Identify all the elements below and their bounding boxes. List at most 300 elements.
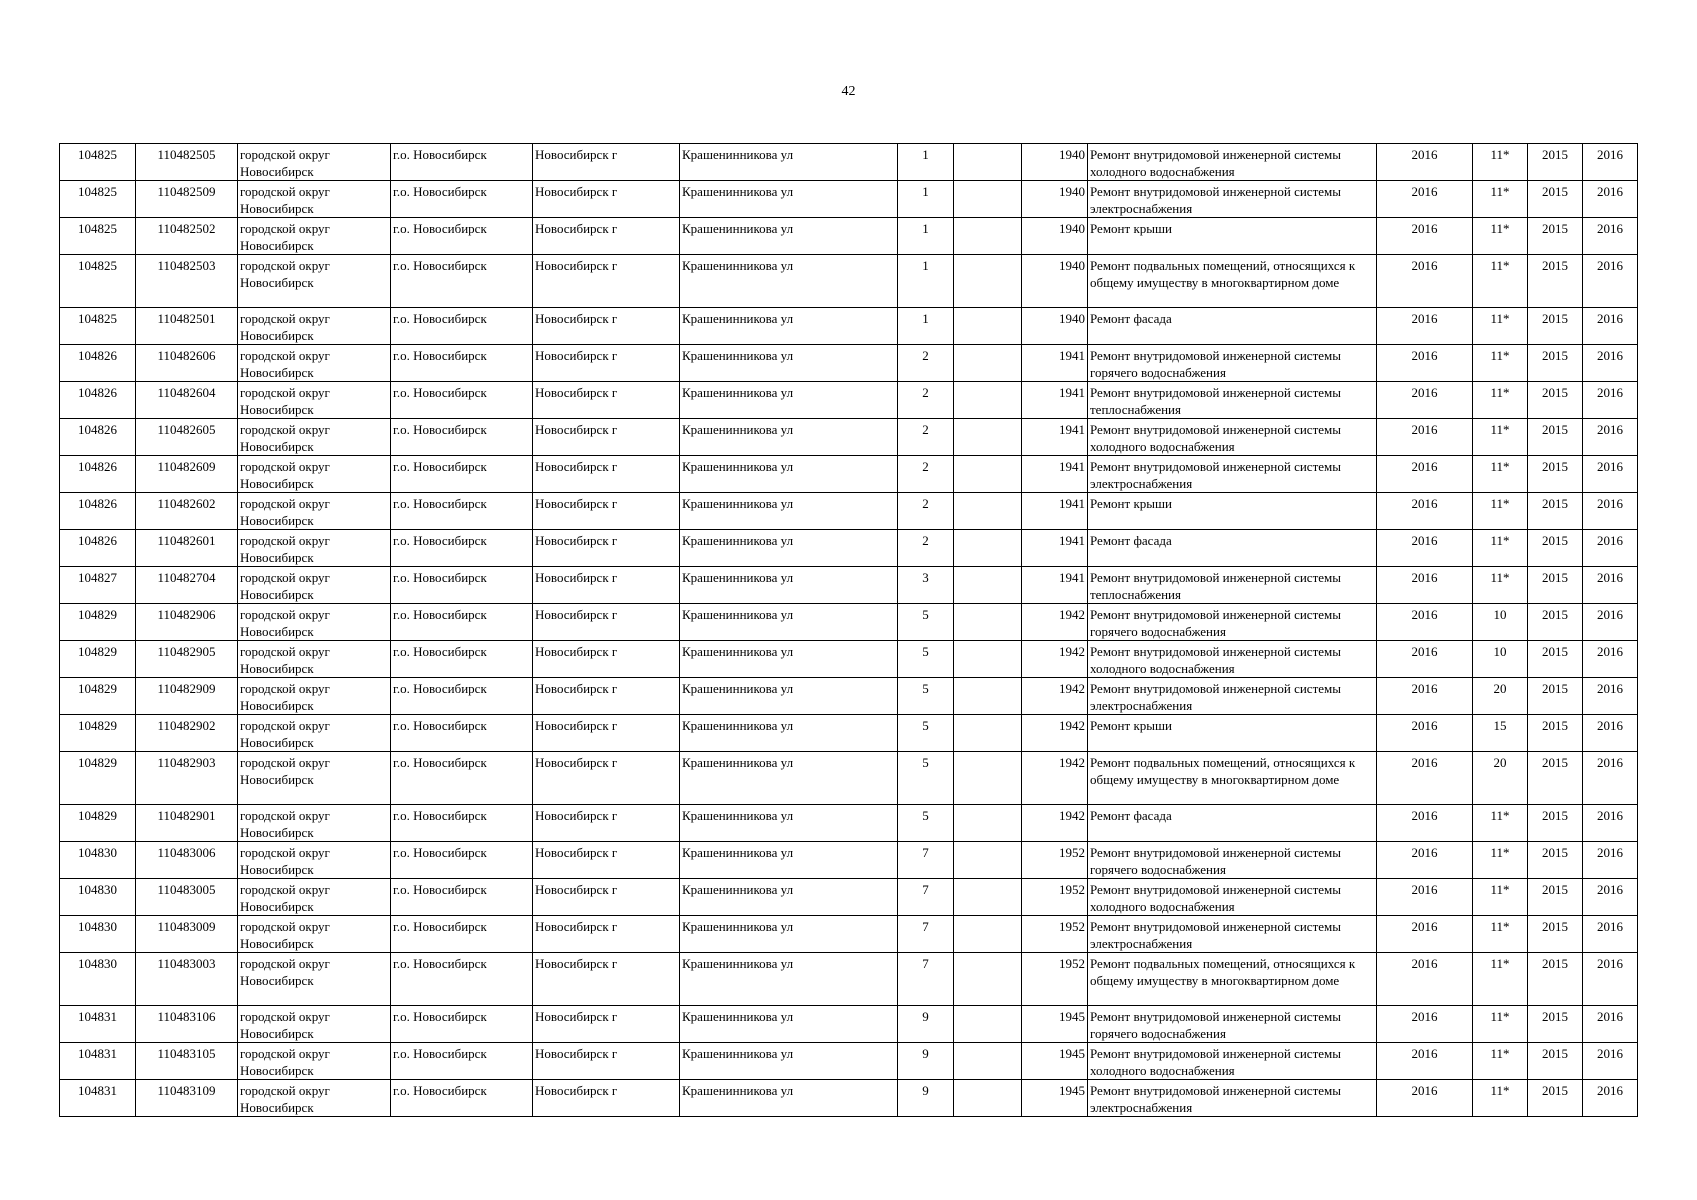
building-cell bbox=[954, 805, 1022, 842]
address-id-cell: 104831 bbox=[60, 1080, 136, 1117]
work-type-cell: Ремонт подвальных помещений, относящихся к общему имуществу в многоквартирном доме bbox=[1088, 255, 1377, 308]
work-id-cell: 110483105 bbox=[136, 1043, 238, 1080]
work-id-cell: 110482601 bbox=[136, 530, 238, 567]
work-type-cell: Ремонт внутридомовой инженерной системы горячего водоснабжения bbox=[1088, 604, 1377, 641]
wear-percent-cell: 11* bbox=[1473, 567, 1528, 604]
survey-year-cell: 2015 bbox=[1528, 953, 1583, 1006]
house-number-cell: 5 bbox=[898, 752, 954, 805]
table-row bbox=[60, 641, 1638, 678]
survey-year-cell: 2015 bbox=[1528, 255, 1583, 308]
house-number-cell: 2 bbox=[898, 493, 954, 530]
house-number-cell: 1 bbox=[898, 181, 954, 218]
work-id-cell: 110482905 bbox=[136, 641, 238, 678]
house-number-cell: 5 bbox=[898, 805, 954, 842]
wear-percent-cell: 11* bbox=[1473, 1043, 1528, 1080]
survey-year-cell: 2015 bbox=[1528, 493, 1583, 530]
table-row bbox=[60, 456, 1638, 493]
plan-year-cell: 2016 bbox=[1377, 953, 1473, 1006]
survey-year-cell: 2015 bbox=[1528, 530, 1583, 567]
plan-year-cell: 2016 bbox=[1377, 382, 1473, 419]
plan-year-cell: 2016 bbox=[1377, 1006, 1473, 1043]
building-cell bbox=[954, 916, 1022, 953]
work-type-cell: Ремонт внутридомовой инженерной системы электроснабжения bbox=[1088, 1080, 1377, 1117]
street-cell: Крашенинникова ул bbox=[680, 1043, 898, 1080]
municipal-district-cell: городской округ Новосибирск bbox=[238, 1043, 391, 1080]
completion-year-cell: 2016 bbox=[1583, 144, 1638, 181]
address-id-cell: 104826 bbox=[60, 419, 136, 456]
work-id-cell: 110482502 bbox=[136, 218, 238, 255]
locality-cell: Новосибирск г bbox=[533, 345, 680, 382]
table-row bbox=[60, 842, 1638, 879]
table-row bbox=[60, 1080, 1638, 1117]
survey-year-cell: 2015 bbox=[1528, 181, 1583, 218]
construction-year-cell: 1940 bbox=[1022, 308, 1088, 345]
survey-year-cell: 2015 bbox=[1528, 604, 1583, 641]
settlement-cell: г.о. Новосибирск bbox=[391, 953, 533, 1006]
completion-year-cell: 2016 bbox=[1583, 493, 1638, 530]
house-number-cell: 1 bbox=[898, 144, 954, 181]
municipal-district-cell: городской округ Новосибирск bbox=[238, 530, 391, 567]
street-cell: Крашенинникова ул bbox=[680, 144, 898, 181]
municipal-district-cell: городской округ Новосибирск bbox=[238, 218, 391, 255]
house-number-cell: 2 bbox=[898, 530, 954, 567]
municipal-district-cell: городской округ Новосибирск bbox=[238, 678, 391, 715]
wear-percent-cell: 20 bbox=[1473, 678, 1528, 715]
survey-year-cell: 2015 bbox=[1528, 1043, 1583, 1080]
table-row bbox=[60, 419, 1638, 456]
municipal-district-cell: городской округ Новосибирск bbox=[238, 953, 391, 1006]
locality-cell: Новосибирск г bbox=[533, 715, 680, 752]
municipal-district-cell: городской округ Новосибирск bbox=[238, 345, 391, 382]
work-id-cell: 110482604 bbox=[136, 382, 238, 419]
locality-cell: Новосибирск г bbox=[533, 1006, 680, 1043]
locality-cell: Новосибирск г bbox=[533, 678, 680, 715]
house-number-cell: 5 bbox=[898, 641, 954, 678]
table-row bbox=[60, 678, 1638, 715]
locality-cell: Новосибирск г bbox=[533, 493, 680, 530]
house-number-cell: 5 bbox=[898, 715, 954, 752]
completion-year-cell: 2016 bbox=[1583, 879, 1638, 916]
locality-cell: Новосибирск г bbox=[533, 953, 680, 1006]
work-id-cell: 110483009 bbox=[136, 916, 238, 953]
settlement-cell: г.о. Новосибирск bbox=[391, 842, 533, 879]
municipal-district-cell: городской округ Новосибирск bbox=[238, 308, 391, 345]
work-id-cell: 110482906 bbox=[136, 604, 238, 641]
address-id-cell: 104831 bbox=[60, 1043, 136, 1080]
work-type-cell: Ремонт внутридомовой инженерной системы теплоснабжения bbox=[1088, 567, 1377, 604]
work-id-cell: 110482509 bbox=[136, 181, 238, 218]
work-type-cell: Ремонт фасада bbox=[1088, 805, 1377, 842]
plan-year-cell: 2016 bbox=[1377, 604, 1473, 641]
table-row bbox=[60, 953, 1638, 1006]
work-type-cell: Ремонт внутридомовой инженерной системы холодного водоснабжения bbox=[1088, 419, 1377, 456]
completion-year-cell: 2016 bbox=[1583, 604, 1638, 641]
survey-year-cell: 2015 bbox=[1528, 144, 1583, 181]
building-cell bbox=[954, 604, 1022, 641]
work-type-cell: Ремонт внутридомовой инженерной системы электроснабжения bbox=[1088, 678, 1377, 715]
municipal-district-cell: городской округ Новосибирск bbox=[238, 255, 391, 308]
street-cell: Крашенинникова ул bbox=[680, 456, 898, 493]
work-id-cell: 110482609 bbox=[136, 456, 238, 493]
wear-percent-cell: 11* bbox=[1473, 1006, 1528, 1043]
wear-percent-cell: 11* bbox=[1473, 530, 1528, 567]
table-body bbox=[60, 144, 1638, 1117]
address-id-cell: 104826 bbox=[60, 530, 136, 567]
address-id-cell: 104829 bbox=[60, 752, 136, 805]
wear-percent-cell: 11* bbox=[1473, 345, 1528, 382]
settlement-cell: г.о. Новосибирск bbox=[391, 1006, 533, 1043]
house-number-cell: 7 bbox=[898, 879, 954, 916]
completion-year-cell: 2016 bbox=[1583, 345, 1638, 382]
house-number-cell: 7 bbox=[898, 842, 954, 879]
plan-year-cell: 2016 bbox=[1377, 752, 1473, 805]
settlement-cell: г.о. Новосибирск bbox=[391, 752, 533, 805]
address-id-cell: 104825 bbox=[60, 144, 136, 181]
municipal-district-cell: городской округ Новосибирск bbox=[238, 567, 391, 604]
work-type-cell: Ремонт подвальных помещений, относящихся к общему имуществу в многоквартирном доме bbox=[1088, 752, 1377, 805]
street-cell: Крашенинникова ул bbox=[680, 255, 898, 308]
plan-year-cell: 2016 bbox=[1377, 916, 1473, 953]
address-id-cell: 104826 bbox=[60, 493, 136, 530]
street-cell: Крашенинникова ул bbox=[680, 842, 898, 879]
municipal-district-cell: городской округ Новосибирск bbox=[238, 916, 391, 953]
building-cell bbox=[954, 678, 1022, 715]
wear-percent-cell: 11* bbox=[1473, 382, 1528, 419]
completion-year-cell: 2016 bbox=[1583, 567, 1638, 604]
street-cell: Крашенинникова ул bbox=[680, 181, 898, 218]
wear-percent-cell: 11* bbox=[1473, 255, 1528, 308]
work-type-cell: Ремонт фасада bbox=[1088, 308, 1377, 345]
address-id-cell: 104830 bbox=[60, 916, 136, 953]
table-row bbox=[60, 715, 1638, 752]
work-id-cell: 110482605 bbox=[136, 419, 238, 456]
street-cell: Крашенинникова ул bbox=[680, 308, 898, 345]
wear-percent-cell: 10 bbox=[1473, 641, 1528, 678]
street-cell: Крашенинникова ул bbox=[680, 345, 898, 382]
work-type-cell: Ремонт крыши bbox=[1088, 218, 1377, 255]
table-row bbox=[60, 1006, 1638, 1043]
completion-year-cell: 2016 bbox=[1583, 1006, 1638, 1043]
settlement-cell: г.о. Новосибирск bbox=[391, 641, 533, 678]
completion-year-cell: 2016 bbox=[1583, 805, 1638, 842]
municipal-district-cell: городской округ Новосибирск bbox=[238, 604, 391, 641]
completion-year-cell: 2016 bbox=[1583, 842, 1638, 879]
completion-year-cell: 2016 bbox=[1583, 678, 1638, 715]
building-cell bbox=[954, 308, 1022, 345]
wear-percent-cell: 11* bbox=[1473, 456, 1528, 493]
wear-percent-cell: 11* bbox=[1473, 419, 1528, 456]
table-row bbox=[60, 144, 1638, 181]
construction-year-cell: 1942 bbox=[1022, 715, 1088, 752]
table-row bbox=[60, 604, 1638, 641]
street-cell: Крашенинникова ул bbox=[680, 916, 898, 953]
locality-cell: Новосибирск г bbox=[533, 604, 680, 641]
address-id-cell: 104829 bbox=[60, 805, 136, 842]
plan-year-cell: 2016 bbox=[1377, 879, 1473, 916]
wear-percent-cell: 11* bbox=[1473, 916, 1528, 953]
page-number: 42 bbox=[841, 84, 856, 99]
table-row bbox=[60, 382, 1638, 419]
locality-cell: Новосибирск г bbox=[533, 805, 680, 842]
locality-cell: Новосибирск г bbox=[533, 641, 680, 678]
plan-year-cell: 2016 bbox=[1377, 181, 1473, 218]
survey-year-cell: 2015 bbox=[1528, 641, 1583, 678]
survey-year-cell: 2015 bbox=[1528, 1006, 1583, 1043]
address-id-cell: 104825 bbox=[60, 218, 136, 255]
construction-year-cell: 1942 bbox=[1022, 752, 1088, 805]
table-row bbox=[60, 493, 1638, 530]
completion-year-cell: 2016 bbox=[1583, 1043, 1638, 1080]
work-type-cell: Ремонт фасада bbox=[1088, 530, 1377, 567]
wear-percent-cell: 11* bbox=[1473, 144, 1528, 181]
locality-cell: Новосибирск г bbox=[533, 1043, 680, 1080]
wear-percent-cell: 11* bbox=[1473, 493, 1528, 530]
construction-year-cell: 1952 bbox=[1022, 953, 1088, 1006]
house-number-cell: 1 bbox=[898, 308, 954, 345]
plan-year-cell: 2016 bbox=[1377, 218, 1473, 255]
work-type-cell: Ремонт внутридомовой инженерной системы горячего водоснабжения bbox=[1088, 345, 1377, 382]
building-cell bbox=[954, 218, 1022, 255]
wear-percent-cell: 11* bbox=[1473, 805, 1528, 842]
locality-cell: Новосибирск г bbox=[533, 218, 680, 255]
street-cell: Крашенинникова ул bbox=[680, 567, 898, 604]
table-row bbox=[60, 752, 1638, 805]
building-cell bbox=[954, 842, 1022, 879]
building-cell bbox=[954, 1080, 1022, 1117]
street-cell: Крашенинникова ул bbox=[680, 641, 898, 678]
survey-year-cell: 2015 bbox=[1528, 1080, 1583, 1117]
building-cell bbox=[954, 382, 1022, 419]
completion-year-cell: 2016 bbox=[1583, 181, 1638, 218]
table-row bbox=[60, 181, 1638, 218]
house-number-cell: 2 bbox=[898, 345, 954, 382]
plan-year-cell: 2016 bbox=[1377, 456, 1473, 493]
house-number-cell: 1 bbox=[898, 255, 954, 308]
municipal-district-cell: городской округ Новосибирск bbox=[238, 805, 391, 842]
settlement-cell: г.о. Новосибирск bbox=[391, 493, 533, 530]
table-row bbox=[60, 308, 1638, 345]
settlement-cell: г.о. Новосибирск bbox=[391, 419, 533, 456]
street-cell: Крашенинникова ул bbox=[680, 1080, 898, 1117]
house-number-cell: 3 bbox=[898, 567, 954, 604]
settlement-cell: г.о. Новосибирск bbox=[391, 567, 533, 604]
completion-year-cell: 2016 bbox=[1583, 382, 1638, 419]
building-cell bbox=[954, 530, 1022, 567]
building-cell bbox=[954, 456, 1022, 493]
building-cell bbox=[954, 181, 1022, 218]
settlement-cell: г.о. Новосибирск bbox=[391, 181, 533, 218]
house-number-cell: 2 bbox=[898, 419, 954, 456]
building-cell bbox=[954, 493, 1022, 530]
address-id-cell: 104827 bbox=[60, 567, 136, 604]
municipal-district-cell: городской округ Новосибирск bbox=[238, 419, 391, 456]
completion-year-cell: 2016 bbox=[1583, 641, 1638, 678]
building-cell bbox=[954, 641, 1022, 678]
table-row bbox=[60, 805, 1638, 842]
street-cell: Крашенинникова ул bbox=[680, 530, 898, 567]
plan-year-cell: 2016 bbox=[1377, 1080, 1473, 1117]
survey-year-cell: 2015 bbox=[1528, 308, 1583, 345]
construction-year-cell: 1940 bbox=[1022, 144, 1088, 181]
table-row bbox=[60, 218, 1638, 255]
municipal-district-cell: городской округ Новосибирск bbox=[238, 1080, 391, 1117]
work-type-cell: Ремонт внутридомовой инженерной системы холодного водоснабжения bbox=[1088, 1043, 1377, 1080]
house-number-cell: 7 bbox=[898, 916, 954, 953]
building-cell bbox=[954, 144, 1022, 181]
completion-year-cell: 2016 bbox=[1583, 456, 1638, 493]
plan-year-cell: 2016 bbox=[1377, 493, 1473, 530]
address-id-cell: 104826 bbox=[60, 345, 136, 382]
work-type-cell: Ремонт внутридомовой инженерной системы холодного водоснабжения bbox=[1088, 879, 1377, 916]
wear-percent-cell: 11* bbox=[1473, 842, 1528, 879]
table-row bbox=[60, 1043, 1638, 1080]
construction-year-cell: 1941 bbox=[1022, 419, 1088, 456]
address-id-cell: 104829 bbox=[60, 678, 136, 715]
street-cell: Крашенинникова ул bbox=[680, 879, 898, 916]
municipal-district-cell: городской округ Новосибирск bbox=[238, 715, 391, 752]
building-cell bbox=[954, 567, 1022, 604]
address-id-cell: 104826 bbox=[60, 456, 136, 493]
locality-cell: Новосибирск г bbox=[533, 567, 680, 604]
locality-cell: Новосибирск г bbox=[533, 181, 680, 218]
work-id-cell: 110482606 bbox=[136, 345, 238, 382]
wear-percent-cell: 11* bbox=[1473, 218, 1528, 255]
municipal-district-cell: городской округ Новосибирск bbox=[238, 181, 391, 218]
street-cell: Крашенинникова ул bbox=[680, 752, 898, 805]
address-id-cell: 104830 bbox=[60, 953, 136, 1006]
wear-percent-cell: 15 bbox=[1473, 715, 1528, 752]
address-id-cell: 104829 bbox=[60, 715, 136, 752]
street-cell: Крашенинникова ул bbox=[680, 382, 898, 419]
locality-cell: Новосибирск г bbox=[533, 916, 680, 953]
construction-year-cell: 1952 bbox=[1022, 842, 1088, 879]
work-id-cell: 110483006 bbox=[136, 842, 238, 879]
work-type-cell: Ремонт внутридомовой инженерной системы горячего водоснабжения bbox=[1088, 842, 1377, 879]
municipal-district-cell: городской округ Новосибирск bbox=[238, 842, 391, 879]
completion-year-cell: 2016 bbox=[1583, 1080, 1638, 1117]
wear-percent-cell: 11* bbox=[1473, 879, 1528, 916]
building-cell bbox=[954, 879, 1022, 916]
construction-year-cell: 1941 bbox=[1022, 530, 1088, 567]
construction-year-cell: 1940 bbox=[1022, 255, 1088, 308]
work-id-cell: 110482505 bbox=[136, 144, 238, 181]
settlement-cell: г.о. Новосибирск bbox=[391, 530, 533, 567]
municipal-district-cell: городской округ Новосибирск bbox=[238, 456, 391, 493]
plan-year-cell: 2016 bbox=[1377, 715, 1473, 752]
locality-cell: Новосибирск г bbox=[533, 752, 680, 805]
work-id-cell: 110482602 bbox=[136, 493, 238, 530]
table-row bbox=[60, 345, 1638, 382]
survey-year-cell: 2015 bbox=[1528, 567, 1583, 604]
plan-year-cell: 2016 bbox=[1377, 805, 1473, 842]
settlement-cell: г.о. Новосибирск bbox=[391, 715, 533, 752]
settlement-cell: г.о. Новосибирск bbox=[391, 345, 533, 382]
settlement-cell: г.о. Новосибирск bbox=[391, 805, 533, 842]
survey-year-cell: 2015 bbox=[1528, 382, 1583, 419]
survey-year-cell: 2015 bbox=[1528, 345, 1583, 382]
completion-year-cell: 2016 bbox=[1583, 752, 1638, 805]
work-type-cell: Ремонт внутридомовой инженерной системы холодного водоснабжения bbox=[1088, 641, 1377, 678]
street-cell: Крашенинникова ул bbox=[680, 1006, 898, 1043]
survey-year-cell: 2015 bbox=[1528, 218, 1583, 255]
work-type-cell: Ремонт внутридомовой инженерной системы электроснабжения bbox=[1088, 181, 1377, 218]
completion-year-cell: 2016 bbox=[1583, 953, 1638, 1006]
address-id-cell: 104829 bbox=[60, 641, 136, 678]
construction-year-cell: 1941 bbox=[1022, 345, 1088, 382]
locality-cell: Новосибирск г bbox=[533, 530, 680, 567]
plan-year-cell: 2016 bbox=[1377, 1043, 1473, 1080]
building-cell bbox=[954, 752, 1022, 805]
house-number-cell: 2 bbox=[898, 382, 954, 419]
completion-year-cell: 2016 bbox=[1583, 715, 1638, 752]
plan-year-cell: 2016 bbox=[1377, 144, 1473, 181]
settlement-cell: г.о. Новосибирск bbox=[391, 916, 533, 953]
street-cell: Крашенинникова ул bbox=[680, 678, 898, 715]
work-type-cell: Ремонт внутридомовой инженерной системы электроснабжения bbox=[1088, 456, 1377, 493]
house-number-cell: 5 bbox=[898, 678, 954, 715]
survey-year-cell: 2015 bbox=[1528, 419, 1583, 456]
house-number-cell: 1 bbox=[898, 218, 954, 255]
locality-cell: Новосибирск г bbox=[533, 144, 680, 181]
settlement-cell: г.о. Новосибирск bbox=[391, 456, 533, 493]
wear-percent-cell: 20 bbox=[1473, 752, 1528, 805]
table-row bbox=[60, 567, 1638, 604]
municipal-district-cell: городской округ Новосибирск bbox=[238, 493, 391, 530]
locality-cell: Новосибирск г bbox=[533, 456, 680, 493]
locality-cell: Новосибирск г bbox=[533, 879, 680, 916]
plan-year-cell: 2016 bbox=[1377, 419, 1473, 456]
street-cell: Крашенинникова ул bbox=[680, 493, 898, 530]
completion-year-cell: 2016 bbox=[1583, 255, 1638, 308]
survey-year-cell: 2015 bbox=[1528, 805, 1583, 842]
building-cell bbox=[954, 255, 1022, 308]
locality-cell: Новосибирск г bbox=[533, 842, 680, 879]
work-type-cell: Ремонт внутридомовой инженерной системы горячего водоснабжения bbox=[1088, 1006, 1377, 1043]
municipal-district-cell: городской округ Новосибирск bbox=[238, 752, 391, 805]
settlement-cell: г.о. Новосибирск bbox=[391, 218, 533, 255]
construction-year-cell: 1941 bbox=[1022, 456, 1088, 493]
work-type-cell: Ремонт крыши bbox=[1088, 493, 1377, 530]
address-id-cell: 104831 bbox=[60, 1006, 136, 1043]
construction-year-cell: 1952 bbox=[1022, 879, 1088, 916]
construction-year-cell: 1945 bbox=[1022, 1006, 1088, 1043]
municipal-district-cell: городской округ Новосибирск bbox=[238, 641, 391, 678]
plan-year-cell: 2016 bbox=[1377, 530, 1473, 567]
completion-year-cell: 2016 bbox=[1583, 419, 1638, 456]
street-cell: Крашенинникова ул bbox=[680, 805, 898, 842]
construction-year-cell: 1952 bbox=[1022, 916, 1088, 953]
settlement-cell: г.о. Новосибирск bbox=[391, 1043, 533, 1080]
address-id-cell: 104829 bbox=[60, 604, 136, 641]
street-cell: Крашенинникова ул bbox=[680, 953, 898, 1006]
completion-year-cell: 2016 bbox=[1583, 916, 1638, 953]
repair-register-table bbox=[59, 143, 1638, 1117]
work-id-cell: 110483003 bbox=[136, 953, 238, 1006]
survey-year-cell: 2015 bbox=[1528, 678, 1583, 715]
construction-year-cell: 1941 bbox=[1022, 493, 1088, 530]
settlement-cell: г.о. Новосибирск bbox=[391, 604, 533, 641]
wear-percent-cell: 11* bbox=[1473, 308, 1528, 345]
plan-year-cell: 2016 bbox=[1377, 641, 1473, 678]
municipal-district-cell: городской округ Новосибирск bbox=[238, 144, 391, 181]
municipal-district-cell: городской округ Новосибирск bbox=[238, 382, 391, 419]
plan-year-cell: 2016 bbox=[1377, 308, 1473, 345]
work-id-cell: 110482901 bbox=[136, 805, 238, 842]
survey-year-cell: 2015 bbox=[1528, 916, 1583, 953]
settlement-cell: г.о. Новосибирск bbox=[391, 144, 533, 181]
survey-year-cell: 2015 bbox=[1528, 842, 1583, 879]
building-cell bbox=[954, 419, 1022, 456]
